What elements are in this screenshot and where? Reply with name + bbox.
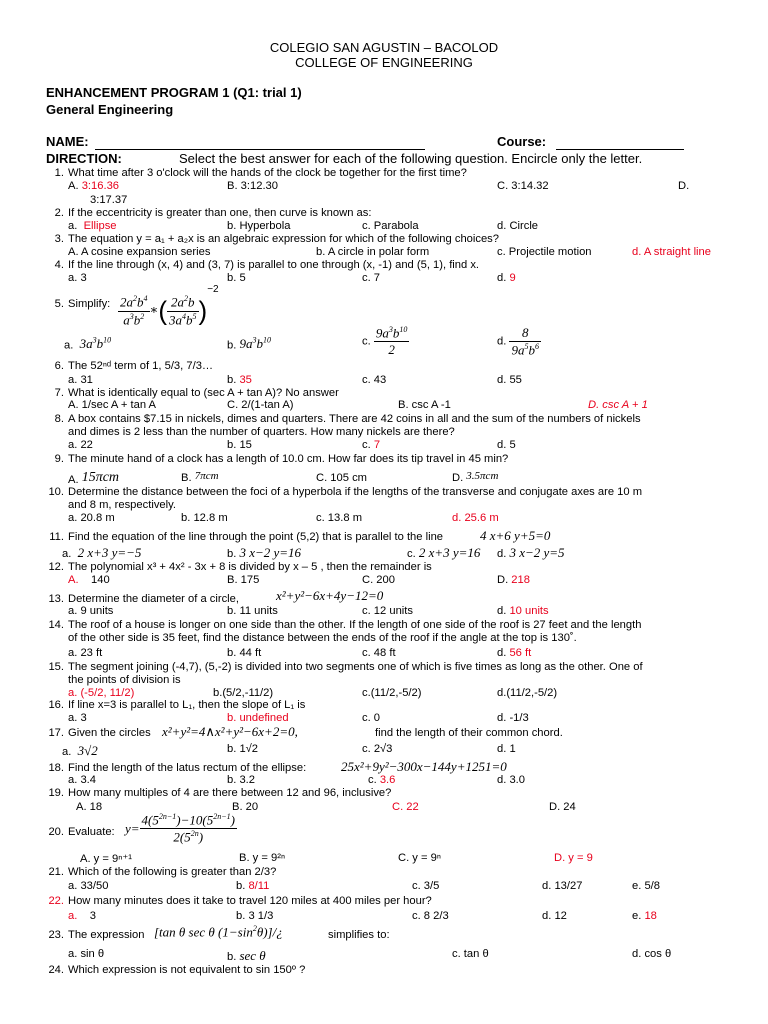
q17-choice-a-label: a.	[62, 746, 72, 758]
subject-title: General Engineering	[46, 102, 174, 117]
q14-choice-d-label: d.	[497, 647, 507, 659]
q21-choice-b[interactable]	[236, 880, 269, 892]
q1-choice-a-answer: 3:16.36	[81, 180, 120, 192]
q21-choice-c[interactable]: c. 3/5	[412, 880, 440, 892]
q22-text: How many minutes does it take to travel 120 miles at 400 miles per hour?	[68, 895, 432, 907]
q11-choice-d-value: 3 x−2 y=5	[509, 545, 565, 560]
q12-choice-a[interactable]	[68, 574, 110, 586]
q9-choice-a-value: 15πcm	[81, 470, 120, 485]
q12-text: The polynomial x³ + 4x² - 3x + 8 is divided by x – 5 , then the remainder is	[68, 561, 432, 573]
q24-number: 24.	[48, 964, 64, 976]
q4-text: If the line through (x, 4) and (3, 7) is parallel to one through (x, -1) and (5, 1), find x.	[68, 259, 480, 271]
q13-choice-a[interactable]: a. 9 units	[68, 605, 114, 617]
q22-choice-e-answer: 18	[644, 910, 657, 922]
q16-text: If line x=3 is parallel to L₁, then the slope of L₁ is	[68, 699, 306, 711]
q13-choice-b[interactable]: b. 11 units	[227, 605, 278, 617]
q23-choice-c[interactable]: c. tan θ	[452, 948, 489, 960]
q8-choice-c-answer: 7	[373, 439, 381, 451]
q18-text: Find the length of the latus rectum of the ellipse:	[68, 762, 307, 774]
q18-choice-a[interactable]: a. 3.4	[68, 774, 96, 786]
q11-text: Find the equation of the line through the point (5,2) that is parallel to the line	[68, 531, 444, 543]
q24-text: Which expression is not equivalent to sin 150º ?	[68, 964, 306, 976]
q11-choice-a-value: 2 x+3 y=−5	[77, 545, 142, 560]
q6-choice-b-answer: 35	[239, 374, 252, 386]
q10-choice-d[interactable]: d. 25.6 m	[452, 512, 499, 524]
q23-expression: [tan θ sec θ $(1-\sin^2\theta)]/¿$	[154, 924, 283, 940]
q11-choice-d-label: d.	[497, 548, 507, 560]
q22-choice-e-label: e.	[632, 910, 642, 922]
q7-choice-c[interactable]: B. csc A -1	[398, 399, 451, 411]
q2-choice-b[interactable]: b. Hyperbola	[227, 220, 291, 232]
q10-text: Determine the distance between the foci of a hyperbola if the lengths of the transverse and conjugate axes are 10 m	[68, 486, 643, 498]
q2-number: 2.	[54, 207, 64, 219]
q20-choice-d[interactable]: D. y = 9	[554, 852, 593, 864]
q3-number: 3.	[54, 233, 64, 245]
q4-choice-b[interactable]: b. 5	[227, 272, 246, 284]
q9-choice-b-value: 7πcm	[194, 470, 219, 482]
q13-text: Determine the diameter of a circle,	[68, 593, 239, 605]
q12-choice-b[interactable]: B. 175	[227, 574, 260, 586]
q3-choice-b[interactable]: b. A circle in polar form	[316, 246, 430, 258]
q1-choice-a[interactable]	[68, 180, 119, 192]
q2-choice-a-label: a.	[68, 220, 78, 232]
q7-number: 7.	[54, 387, 64, 399]
q18-equation: 25x²+9y²−300x−144y+1251=0	[341, 759, 507, 774]
q21-number: 21.	[48, 866, 64, 878]
course-label: Course:	[497, 134, 547, 149]
q23-choice-a[interactable]: a. sin θ	[68, 948, 105, 960]
q21-choice-b-label: b.	[236, 880, 246, 892]
q4-choice-d-label: d.	[497, 272, 507, 284]
q23-text-2: simplifies to:	[328, 929, 390, 941]
q17-choice-a[interactable]	[62, 743, 98, 759]
q12-choice-d-answer: 218	[511, 574, 530, 586]
q9-choice-c[interactable]: C. 105 cm	[316, 472, 367, 484]
q17-number: 17.	[48, 727, 64, 739]
direction-label: DIRECTION:	[46, 151, 122, 166]
q11-choice-a[interactable]	[62, 545, 141, 561]
q23-number: 23.	[48, 929, 64, 941]
q14-text: The roof of a house is longer on one side than the other. If the length of one side of the roof is 27 feet and the length	[68, 619, 642, 631]
q7-choice-a[interactable]: A. 1/sec A + tan A	[68, 399, 157, 411]
q11-choice-c[interactable]	[407, 545, 480, 561]
q5-choice-d[interactable]: d. $\frac{8}{9a^5b^6}$	[497, 325, 539, 358]
q9-choice-b[interactable]	[181, 470, 219, 484]
q15-text-2: the points of division is	[68, 674, 181, 686]
q17-choice-c[interactable]	[362, 743, 392, 755]
q12-number: 12.	[48, 561, 64, 573]
q2-text: If the eccentricity is greater than one, then curve is known as:	[68, 207, 372, 219]
q21-choice-d[interactable]: d. 13/27	[542, 880, 583, 892]
q2-choice-a[interactable]	[68, 220, 117, 232]
q11-number: 11.	[49, 531, 64, 543]
q17-choice-d[interactable]: d. 1	[497, 743, 516, 755]
course-field[interactable]	[556, 134, 684, 150]
q6-choice-b[interactable]	[227, 374, 252, 386]
q5-choice-c[interactable]: c. $\frac{9a^3b^{10}}{2}$	[362, 325, 408, 358]
q17-text: Given the circles	[68, 727, 151, 739]
q19-choice-a[interactable]: A. 18	[76, 801, 103, 813]
q10-choice-a[interactable]: a. 20.8 m	[68, 512, 115, 524]
q3-choice-a[interactable]: A. A cosine expansion series	[68, 246, 211, 258]
q11-choice-b-label: b.	[227, 548, 237, 560]
q1-choice-d-value: 3:17.37	[90, 194, 128, 206]
q23-text: The expression	[68, 929, 145, 941]
q21-text: Which of the following is greater than 2/3?	[68, 866, 277, 878]
q6-choice-a[interactable]: a. 31	[68, 374, 93, 386]
q9-choice-d[interactable]	[452, 470, 498, 484]
q19-choice-d[interactable]: D. 24	[549, 801, 576, 813]
q18-choice-d[interactable]: d. 3.0	[497, 774, 525, 786]
q9-choice-a-label: A.	[68, 474, 79, 486]
q21-choice-e[interactable]: e. 5/8	[632, 880, 660, 892]
name-label: NAME:	[46, 134, 89, 149]
q6-choice-c[interactable]: c. 43	[362, 374, 387, 386]
q8-choice-c[interactable]	[362, 439, 380, 451]
q11-choice-b[interactable]	[227, 545, 301, 561]
q1-number: 1.	[54, 167, 64, 179]
q10-choice-b[interactable]: b. 12.8 m	[181, 512, 228, 524]
q6-text: The 52ⁿᵈ term of 1, 5/3, 7/3…	[68, 360, 214, 372]
q22-choice-a-label: a.	[68, 910, 78, 922]
q20-choice-c[interactable]: C. y = 9ⁿ	[398, 852, 441, 864]
q4-choice-c[interactable]: c. 7	[362, 272, 381, 284]
q3-text: The equation y = a₁ + a₂x is an algebraic expression for which of the following choices?	[68, 233, 500, 245]
q11-choice-a-label: a.	[62, 548, 72, 560]
q9-text: The minute hand of a clock has a length of 10.0 cm. How far does its tip travel in 45 min?	[68, 453, 509, 465]
q2-choice-c[interactable]: c. Parabola	[362, 220, 419, 232]
q5-choice-c-label: c.	[362, 335, 371, 348]
q5-choice-a[interactable]: a. $3a^3b^{10}$	[64, 336, 112, 352]
q17-choice-b[interactable]: b. 1√2	[227, 743, 259, 755]
q21-choice-b-answer: 8/11	[248, 880, 270, 892]
q16-number: 16.	[48, 699, 64, 711]
q8-text-2: and dimes is 2 less than the number of quarters. How many nickels are there?	[68, 426, 455, 438]
q4-choice-d-answer: 9	[509, 272, 516, 284]
q5-expression: $\frac{2a^2b^4}{a^3b^2}$ ∗( $\frac{2a^2b}{3a^4b^5}$ )$^{-2}$	[120, 284, 219, 327]
q6-choice-b-label: b.	[227, 374, 237, 386]
q7-choice-b[interactable]: C. 2/(1-tan A)	[227, 399, 294, 411]
q2-choice-d[interactable]: d. Circle	[497, 220, 539, 232]
q14-choice-d[interactable]	[497, 647, 531, 659]
q11-choice-d[interactable]	[497, 545, 565, 561]
q11-choice-b-value: 3 x−2 y=16	[239, 545, 302, 560]
q18-choice-c-label: c.	[368, 774, 377, 786]
q19-number: 19.	[48, 787, 64, 799]
q16-choice-d[interactable]: d. -1/3	[497, 712, 529, 724]
q23-choice-d[interactable]: d. cos θ	[632, 948, 672, 960]
q23-choice-b-label: b.	[227, 951, 237, 963]
q22-number: 22.	[48, 895, 64, 907]
q12-choice-d-label: D.	[497, 574, 509, 586]
q4-number: 4.	[54, 259, 64, 271]
q8-choice-b[interactable]: b. 15	[227, 439, 252, 451]
q18-choice-c[interactable]	[368, 774, 395, 786]
q12-choice-d[interactable]	[497, 574, 530, 586]
q9-number: 9.	[54, 453, 64, 465]
q19-choice-b[interactable]: B. 20	[232, 801, 259, 813]
program-title: ENHANCEMENT PROGRAM 1 (Q1: trial 1)	[46, 85, 302, 100]
school-name: COLEGIO SAN AGUSTIN – BACOLOD	[269, 40, 499, 55]
q13-equation: x²+y²−6x+4y−12=0	[276, 588, 384, 603]
q14-choice-a[interactable]: a. 23 ft	[68, 647, 103, 659]
q21-choice-a[interactable]: a. 33/50	[68, 880, 109, 892]
q1-text: What time after 3 o'clock will the hands of the clock be together for the first time?	[68, 167, 467, 179]
direction-text: Select the best answer for each of the following question. Encircle only the letter.	[179, 151, 643, 166]
q19-text: How many multiples of 4 are there between 12 and 96, inclusive?	[68, 787, 392, 799]
q13-choice-d-label: d.	[497, 605, 507, 617]
q20-expression: y= $\frac{4(5^{2n-1})-10(5^{2n-1})}{2(5^{2n})}$	[125, 812, 235, 845]
q5-choice-d-label: d.	[497, 335, 507, 348]
q22-choice-a[interactable]	[68, 910, 96, 922]
q17-choice-a-value: 3√2	[77, 743, 98, 758]
q2-choice-a-answer: Ellipse	[83, 220, 117, 232]
q22-choice-e[interactable]	[632, 910, 657, 922]
q5-choice-a-label: a.	[64, 339, 74, 352]
q17-choice-c-value: 2√3	[373, 743, 393, 755]
q14-text-2: of the other side is 35 feet, find the distance between the ends of the roof if the angle at the top is 130˚.	[68, 632, 577, 644]
q5-choice-b-label: b.	[227, 339, 237, 352]
q8-choice-a[interactable]: a. 22	[68, 439, 93, 451]
q22-choice-b[interactable]: b. 3 1/3	[236, 910, 274, 922]
q20-number: 20.	[48, 826, 64, 838]
q3-choice-d[interactable]: d. A straight line	[632, 246, 711, 258]
q11-choice-c-value: 2 x+3 y=16	[418, 545, 481, 560]
q14-number: 14.	[48, 619, 64, 631]
college-name: COLLEGE OF ENGINEERING	[295, 55, 473, 70]
q12-choice-a-value: 140	[91, 574, 110, 586]
q12-choice-c[interactable]: C. 200	[362, 574, 395, 586]
q18-number: 18.	[48, 762, 64, 774]
q17-text-2: find the length of their common chord.	[375, 727, 563, 739]
q16-choice-c[interactable]: c. 0	[362, 712, 381, 724]
q23-choice-b-value: sec θ	[239, 948, 266, 963]
q8-choice-c-label: c.	[362, 439, 371, 451]
q5-number: 5.	[54, 298, 64, 310]
q20-label: Evaluate:	[68, 826, 115, 838]
q1-choice-a-label: A.	[68, 180, 79, 192]
q7-choice-d[interactable]: D. csc A + 1	[588, 399, 648, 411]
q23-choice-b[interactable]	[227, 948, 266, 964]
q13-number: 13.	[48, 593, 64, 605]
q10-choice-c[interactable]: c. 13.8 m	[316, 512, 363, 524]
q15-text: The segment joining (-4,7), (5,-2) is divided into two segments one of which is five times as long as the other. One of	[68, 661, 643, 673]
q15-choice-d[interactable]: d.(11/2,-5/2)	[497, 687, 558, 699]
q22-choice-d[interactable]: d. 12	[542, 910, 567, 922]
q13-choice-d-answer: 10 units	[509, 605, 549, 617]
q1-choice-c[interactable]: C. 3:14.32	[497, 180, 549, 192]
q15-choice-c[interactable]: c.(11/2,-5/2)	[362, 687, 422, 699]
q14-choice-d-answer: 56 ft	[509, 647, 532, 659]
q12-choice-a-label: A.	[68, 574, 79, 586]
q18-choice-b[interactable]: b. 3.2	[227, 774, 255, 786]
q8-choice-d[interactable]: d. 5	[497, 439, 516, 451]
q10-number: 10.	[48, 486, 64, 498]
name-field[interactable]	[95, 134, 425, 150]
q15-choice-a[interactable]: a. (-5/2, 11/2)	[68, 687, 135, 699]
q4-choice-a[interactable]: a. 3	[68, 272, 87, 284]
q1-choice-b[interactable]: B. 3:12.30	[227, 180, 279, 192]
q1-choice-d[interactable]: D.	[678, 180, 690, 192]
q15-number: 15.	[48, 661, 64, 673]
q9-choice-b-label: B.	[181, 472, 192, 484]
q20-choice-a[interactable]: A. y = 9ⁿ⁺¹	[80, 853, 132, 865]
q6-number: 6.	[54, 360, 64, 372]
q5-choice-b[interactable]: b. $9a^3b^{10}$	[227, 336, 271, 352]
q15-choice-b[interactable]: b.(5/2,-11/2)	[213, 687, 274, 699]
q7-text: What is identically equal to (sec A + tan A)? No answer	[68, 387, 339, 399]
q22-choice-a-value: 3	[89, 910, 97, 922]
q13-choice-d[interactable]	[497, 605, 549, 617]
q3-choice-c[interactable]: c. Projectile motion	[497, 246, 592, 258]
q17-equation: x²+y²=4∧x²+y²−6x+2=0,	[162, 724, 298, 739]
q18-choice-c-answer: 3.6	[379, 774, 396, 786]
q8-number: 8.	[54, 413, 64, 425]
q10-text-2: and 8 m, respectively.	[68, 499, 176, 511]
q11-choice-c-label: c.	[407, 548, 416, 560]
q13-choice-c[interactable]: c. 12 units	[362, 605, 413, 617]
q6-choice-d[interactable]: d. 55	[497, 374, 522, 386]
q9-choice-d-value: 3.5πcm	[466, 470, 499, 482]
q17-choice-c-label: c.	[362, 743, 371, 755]
q16-choice-b[interactable]: b. undefined	[227, 712, 289, 724]
q9-choice-a[interactable]	[68, 470, 119, 486]
q11-line-equation: 4 x+6 y+5=0	[480, 528, 551, 543]
q9-choice-d-label: D.	[452, 472, 464, 484]
q19-choice-c[interactable]: C. 22	[392, 801, 419, 813]
q14-choice-c[interactable]: c. 48 ft	[362, 647, 396, 659]
q20-choice-b[interactable]: B. y = 9²ⁿ	[239, 852, 286, 864]
q22-choice-c[interactable]: c. 8 2/3	[412, 910, 449, 922]
q8-text: A box contains $7.15 in nickels, dimes and quarters. There are 42 coins in all and the sum of the numbers of nickels	[68, 413, 641, 425]
q16-choice-a[interactable]: a. 3	[68, 712, 87, 724]
q5-label: Simplify:	[68, 298, 111, 310]
q14-choice-b[interactable]: b. 44 ft	[227, 647, 262, 659]
q4-choice-d[interactable]	[497, 272, 516, 284]
